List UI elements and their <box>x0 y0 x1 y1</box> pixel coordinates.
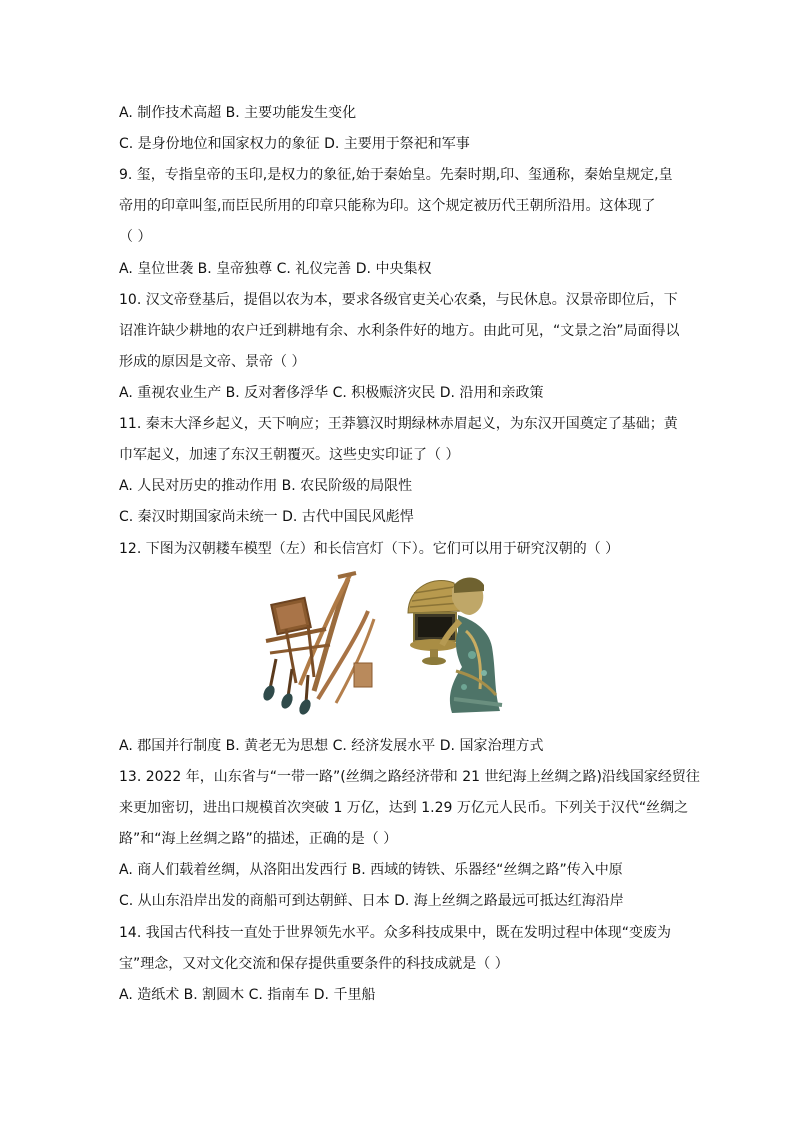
line-q10-stem-2: 诏准许缺少耕地的农户迁到耕地有余、水利条件好的地方。由此可见，“文景之治”局面得以 <box>119 323 680 339</box>
line-q11-options-2: C. 秦汉时期国家尚未统一 D. 古代中国民风彪悍 <box>119 509 414 525</box>
line-q14-stem-2: 宝”理念，又对文化交流和保存提供重要条件的科技成就是（ ） <box>119 956 509 972</box>
changxin-palace-lamp-image <box>406 571 538 721</box>
line-q11-stem-2: 巾军起义，加速了东汉王朝覆灭。这些史实印证了（ ） <box>119 447 460 463</box>
line-q13-options-2: C. 从山东沿岸出发的商船可到达朝鲜、日本 D. 海上丝绸之路最远可抵达红海沿岸 <box>119 893 624 909</box>
line-q9-options: A. 皇位世袭 B. 皇帝独尊 C. 礼仪完善 D. 中央集权 <box>119 261 432 277</box>
line-q13-stem-3: 路”和“海上丝绸之路”的描述，正确的是（ ） <box>119 831 398 847</box>
line-q11-stem-1: 11. 秦末大泽乡起义，天下响应；王莽篡汉时期绿林赤眉起义，为东汉开国奠定了基础；黄 <box>119 416 678 432</box>
line-q14-options: A. 造纸术 B. 割圆木 C. 指南车 D. 千里船 <box>119 987 376 1003</box>
q12-figure <box>256 571 538 721</box>
seed-drill-model-image <box>261 573 374 716</box>
line-q12-options: A. 郡国并行制度 B. 黄老无为思想 C. 经济发展水平 D. 国家治理方式 <box>119 738 544 754</box>
line-q13-stem-1: 13. 2022 年，山东省与“一带一路”(丝绸之路经济带和 21 世纪海上丝绸之路)沿线国家经贸往 <box>119 769 700 785</box>
line-q9-stem-1: 9. 玺，专指皇帝的玉印,是权力的象征,始于秦始皇。先秦时期,印、玺通称，秦始皇规定,皇 <box>119 167 673 183</box>
line-q11-options-1: A. 人民对历史的推动作用 B. 农民阶级的局限性 <box>119 478 413 494</box>
line-q12-stem: 12. 下图为汉朝耧车模型（左）和长信宫灯（下）。它们可以用于研究汉朝的（ ） <box>119 541 620 557</box>
line-q13-options-1: A. 商人们载着丝绸，从洛阳出发西行 B. 西域的铸铁、乐器经“丝绸之路”传入中原 <box>119 862 623 878</box>
line-q8-options-1: A. 制作技术高超 B. 主要功能发生变化 <box>119 105 357 121</box>
line-q10-stem-1: 10. 汉文帝登基后，提倡以农为本，要求各级官吏关心农桑，与民休息。汉景帝即位后，下 <box>119 292 678 308</box>
line-q8-options-2: C. 是身份地位和国家权力的象征 D. 主要用于祭祀和军事 <box>119 136 470 152</box>
line-q14-stem-1: 14. 我国古代科技一直处于世界领先水平。众多科技成果中，既在发明过程中体现“变废为 <box>119 925 671 941</box>
line-q13-stem-2: 来更加密切，进出口规模首次突破 1 万亿，达到 1.29 万亿元人民币。下列关于汉代“丝绸之 <box>119 800 689 816</box>
line-q10-options: A. 重视农业生产 B. 反对奢侈浮华 C. 积极赈济灾民 D. 沿用和亲政策 <box>119 385 544 401</box>
line-q10-stem-3: 形成的原因是文帝、景帝（ ） <box>119 354 306 370</box>
line-q9-blank: （ ） <box>119 229 152 245</box>
q12-figure-svg <box>256 571 538 721</box>
line-q9-stem-2: 帝用的印章叫玺,而臣民所用的印章只能称为印。这个规定被历代王朝所沿用。这体现了 <box>119 198 656 214</box>
